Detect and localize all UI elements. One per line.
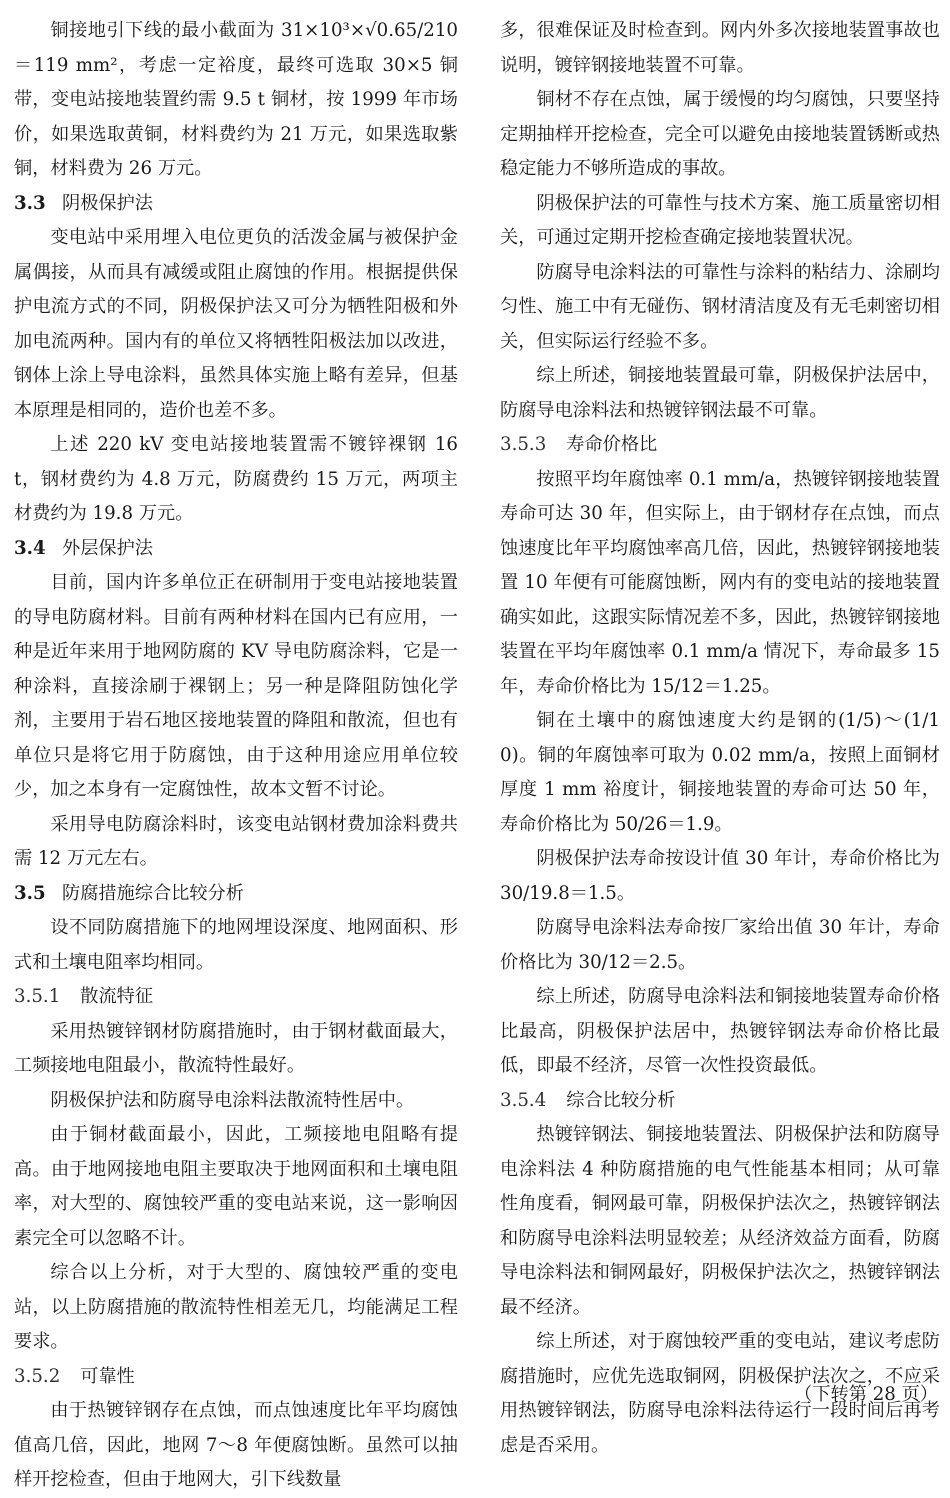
section-heading-3-4 xyxy=(14,532,458,567)
paragraph-reliability-4: 防腐导电涂料法的可靠性与涂料的粘结力、涂刷均匀性、施工中有无碰伤、钢材清洁度及有无毛刺密切相关，但实际运行经验不多。 xyxy=(500,261,940,352)
paragraph-cathodic-2: 上述 220 kV 变电站接地装置需不镀锌裸钢 16 t，钢材费约为 4.8 万元，防腐费约 15 万元，两项主材费约为 19.8 万元。 xyxy=(14,434,458,524)
paragraph-copper-cost: 铜接地引下线的最小截面为 31×10³×√0.65/210＝119 mm²，考虑一定裕度，最终可选取 30×5 铜带，变电站接地装置约需 9.5 t 铜材，按 1999 年市场价，如果选取黄铜，材料费约为 21 万元，如果选取紫铜，材料费为 26 万元。 xyxy=(14,20,458,179)
section-heading-3-3 xyxy=(14,187,458,222)
paragraph-summary-1: 热镀锌钢法、铜接地装置法、阴极保护法和防腐导电涂料法 4 种防腐措施的电气性能基本相同；从可靠性角度看，铜网最可靠，阴极保护法次之，热镀锌钢法和防腐导电涂料法明显较差；从经济效益方面看，防腐导电涂料法和铜网最好，阴极保护法次之，热镀锌钢法最不经济。 xyxy=(500,1124,940,1318)
paragraph-life-5: 综上所述，防腐导电涂料法和铜接地装置寿命价格比最高，阴极保护法居中，热镀锌钢法寿命价格比最低，即最不经济，尽管一次性投资最低。 xyxy=(500,986,940,1076)
paragraph-reliability-5: 综上所述，铜接地装置最可靠，阴极保护法居中，防腐导电涂料法和热镀锌钢法最不可靠。 xyxy=(500,365,940,421)
section-number: 3.5.2 xyxy=(14,1365,61,1387)
paragraph-reliability-1: 由于热镀锌钢存在点蚀，而点蚀速度比年平均腐蚀值高几倍，因此，地网 7～8 年便腐蚀断。虽然可以抽样开挖检查，但由于地网大，引下线数量 xyxy=(14,1400,458,1490)
paragraph-cathodic-1: 变电站中采用埋入电位更负的活泼金属与被保护金属偶接，从而具有减缓或阻止腐蚀的作用。根据提供保护电流方式的不同，阴极保护法又可分为牺牲阳极和外加电流两种。国内有的单位又将牺牲阳极法加以改进，钢体上涂上导电涂料，虽然具体实施上略有差异，但基本原理是相同的，造价也差不多。 xyxy=(14,227,458,421)
paragraph-outer-2: 采用导电防腐涂料时，该变电站钢材费加涂料费共需 12 万元左右。 xyxy=(14,813,458,869)
paragraph-life-4: 防腐导电涂料法寿命按厂家给出值 30 年计，寿命价格比为 30/12＝2.5。 xyxy=(500,917,940,973)
paragraph-life-3: 阴极保护法寿命按设计值 30 年计，寿命价格比为 30/19.8＝1.5。 xyxy=(500,848,940,904)
section-number: 3.5.1 xyxy=(14,986,61,1007)
section-title: 阴极保护法 xyxy=(62,192,153,214)
paragraph-outer-1: 目前，国内许多单位正在研制用于变电站接地装置的导电防腐材料。目前有两种材料在国内已有应用，一种是近年来用于地网防腐的 KV 导电防腐涂料，它是一种涂料，直接涂刷于裸钢上；另一种是降阻防蚀化学剂，主要用于岩石地区接地装置的降阻和散流，但也有单位只是将它用于防腐蚀，由于这种用途应用单位较少，加之本身有一定腐蚀性，故本文暂不讨论。 xyxy=(14,572,458,800)
paragraph-flow-2: 阴极保护法和防腐导电涂料法散流特性居中。 xyxy=(50,1089,415,1111)
section-number: 3.5.3 xyxy=(500,434,547,455)
section-title: 散流特征 xyxy=(80,986,154,1007)
section-heading-3-5 xyxy=(14,877,458,912)
section-number: 3.5 xyxy=(14,882,46,904)
paragraph-flow-1: 采用热镀锌钢材防腐措施时，由于钢材截面最大，工频接地电阻最小，散流特性最好。 xyxy=(14,1020,458,1076)
paragraph-life-2: 铜在土壤中的腐蚀速度大约是钢的(1/5)～(1/10)。铜的年腐蚀率可取为 0.02 mm/a，按照上面铜材厚度 1 mm 裕度计，铜接地装置的寿命可达 50 年，寿命价格比为 50/26＝1.9。 xyxy=(500,710,940,835)
paragraph-reliability-1-cont: 多，很难保证及时检查到。网内外多次接地装置事故也说明，镀锌钢接地装置不可靠。 xyxy=(500,20,940,76)
section-number: 3.5.4 xyxy=(500,1089,547,1111)
left-column xyxy=(14,14,458,1498)
paragraph-life-1: 按照平均年腐蚀率 0.1 mm/a，热镀锌钢接地装置寿命可达 30 年，但实际上，由于钢材存在点蚀，而点蚀速度比年平均腐蚀率高几倍，因此，热镀锌钢接地装置 10 年便有可能腐蚀断，网内有的变电站的接地装置确实如此，这跟实际情况差不多，因此，热镀锌钢接地装置在平均年腐蚀率 0.1 mm/a 情况下，寿命最多 15 年，寿命价格比为 15/12＝1.25。 xyxy=(500,468,940,697)
paragraph-compare-intro: 设不同防腐措施下的地网埋设深度、地网面积、形式和土壤电阻率均相同。 xyxy=(14,917,458,973)
section-heading-3-5-4 xyxy=(500,1084,940,1119)
section-title: 防腐措施综合比较分析 xyxy=(62,882,244,904)
section-heading-3-5-3 xyxy=(500,428,940,463)
section-heading-3-5-1 xyxy=(14,980,458,1015)
section-title: 寿命价格比 xyxy=(566,434,658,455)
section-number: 3.4 xyxy=(14,537,46,559)
right-column xyxy=(500,14,940,1463)
section-number: 3.3 xyxy=(14,192,46,214)
continued-on-page-note: （下转第 28 页） xyxy=(794,1384,938,1405)
section-title: 综合比较分析 xyxy=(566,1089,676,1111)
paragraph-flow-3: 由于铜材截面最小，因此，工频接地电阻略有提高。由于地网接地电阻主要取决于地网面积和土壤电阻率，对大型的、腐蚀较严重的变电站来说，这一影响因素完全可以忽略不计。 xyxy=(14,1124,458,1249)
section-title: 可靠性 xyxy=(80,1365,135,1387)
paragraph-summary-2: 综上所述，对于腐蚀较严重的变电站，建议考虑防腐措施时，应优先选取铜网，阴极保护法次之，不应采用热镀锌钢法，防腐导电涂料法待运行一段时间后再考虑是否采用。 xyxy=(500,1331,940,1456)
section-title: 外层保护法 xyxy=(62,537,153,559)
paragraph-reliability-3: 阴极保护法的可靠性与技术方案、施工质量密切相关，可通过定期开挖检查确定接地装置状况。 xyxy=(500,192,940,248)
section-heading-3-5-2 xyxy=(14,1360,458,1395)
paragraph-flow-4: 综合以上分析，对于大型的、腐蚀较严重的变电站，以上防腐措施的散流特性相差无几，均能满足工程要求。 xyxy=(14,1262,458,1352)
paragraph-reliability-2: 铜材不存在点蚀，属于缓慢的均匀腐蚀，只要坚持定期抽样开挖检查，完全可以避免由接地装置锈断或热稳定能力不够所造成的事故。 xyxy=(500,89,940,179)
